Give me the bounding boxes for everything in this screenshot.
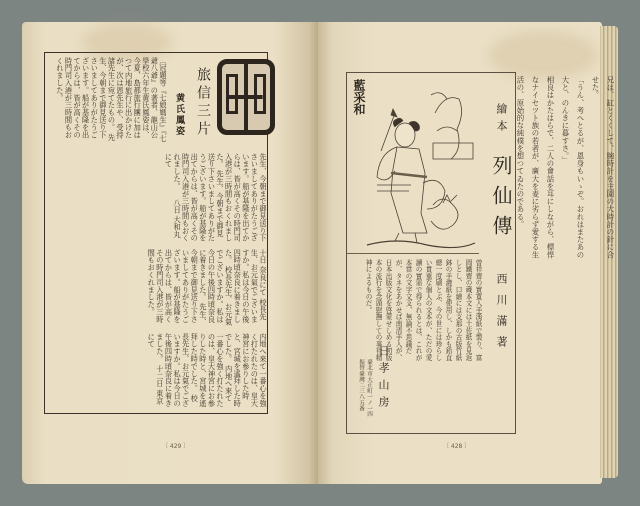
article-intro: 〔冠題等『七娘媽生』『七爺八爺』の著者、龍山公學校六年生黄氏鳳姿は、今夏、島都旅行團に加はつて内地旅行に出かけたが、次は恩先生や、受持諸先生に宛てたもの。 先生、今朝まで御見送り下さいましてありがたうございます。船が基隆を出てからは、皆が高くその時門司入港が三時間もおくれました。 <box>55 57 168 143</box>
article-title: 旅信三片 <box>195 67 211 139</box>
publisher-address: 臺北市大正町一ノ一四 振替臺灣二三八五番 <box>358 359 372 417</box>
emblem-icon <box>217 59 275 135</box>
section-10: 十日 奈良にて 校長先生、お元氣でございますか。私は今日の午後四時頃奈良に着きました。 校長先生、お元氣でございますか。私は今日の午後四時頃奈良に着きました。 先生、今朝まで御見送り下さいましてありがたうございます。船が基隆を出てからは、皆が高くその時門司入港が三時間もおくれました。 <box>147 249 268 326</box>
article-frame <box>44 52 268 414</box>
page-number-right: 〔 428 〕 <box>443 443 471 450</box>
advertisement-frame <box>346 72 516 434</box>
page-number-left: 〔 429 〕 <box>162 443 190 450</box>
section-12: 内地へ來て一番心を強く打たれたのは、皇大神宮にお參りした時と、宮城を遙拜した時でした。 内地へ來て一番心を強く打たれたのは、皇大神宮にお參りした時と、宮城を遙拜した時でした。 校長先生、お元氣でございますか。私は今日の午後四時頃奈良に着きました。 十二日 東京にて <box>147 333 268 407</box>
immortal-figure-illustration <box>347 73 477 253</box>
article-author: 黄氏鳳姿 <box>174 93 184 137</box>
illustration-caption: 藍采和 <box>352 79 366 115</box>
book-author: 西川滿著 <box>495 273 508 357</box>
publisher-name: 日孝山房 <box>377 345 390 413</box>
divider <box>347 253 479 254</box>
section-place: 大和丸にて <box>164 153 183 239</box>
section-heading: 八日 <box>173 198 183 214</box>
book-title-small: 繪本 <box>495 103 508 137</box>
advertisement-body: 曾祥齋の實寬入手漢紙で製り、富岡鐵齋の蔵本文には土佐紙を見返しとし、口繪には支那の古版竹紙鉢の手漉紙を使用し、しかも鉛直總一度刷とぶ、今の世には珍らしい貴重な個人の文本が、ただの愛讀の實需で得られるとは、これが本當の文字文支、無論不思議だが、タネをあかせば南清手入が、日本出版文化を啓蒙せしめる初版本の流行を念頭慰撫しての事社精神によるものだ。 <box>364 259 482 361</box>
story-text: 兄は、缸とくくして、腕時計を主園の大時計の針に合せた。 「うん、考へとるが、恩身もいゝぞ。おれはまたあの大と、のんきに暮すさ。」 相良はかたはらで、二人の會話を耳にしながら、標悍なナイセツト族の若者が、廣大を麦に劣らず愛する生活の、原始的な純樸を想つてゐたのである。 <box>516 76 615 259</box>
book-title-large: 列仙傳 <box>489 155 513 245</box>
section-8: 先生、今朝まで御見送り下さいましてありがたうございます。船が基隆を出てからは、皆が高くその時門司入港が三時間もおくれました。 先生、今朝まで御見送り下さいましてありがたうございます。船が基隆を出てからは、皆が高くその時門司入港が三時間もおくれました。 八日 大和丸にて <box>164 153 268 242</box>
